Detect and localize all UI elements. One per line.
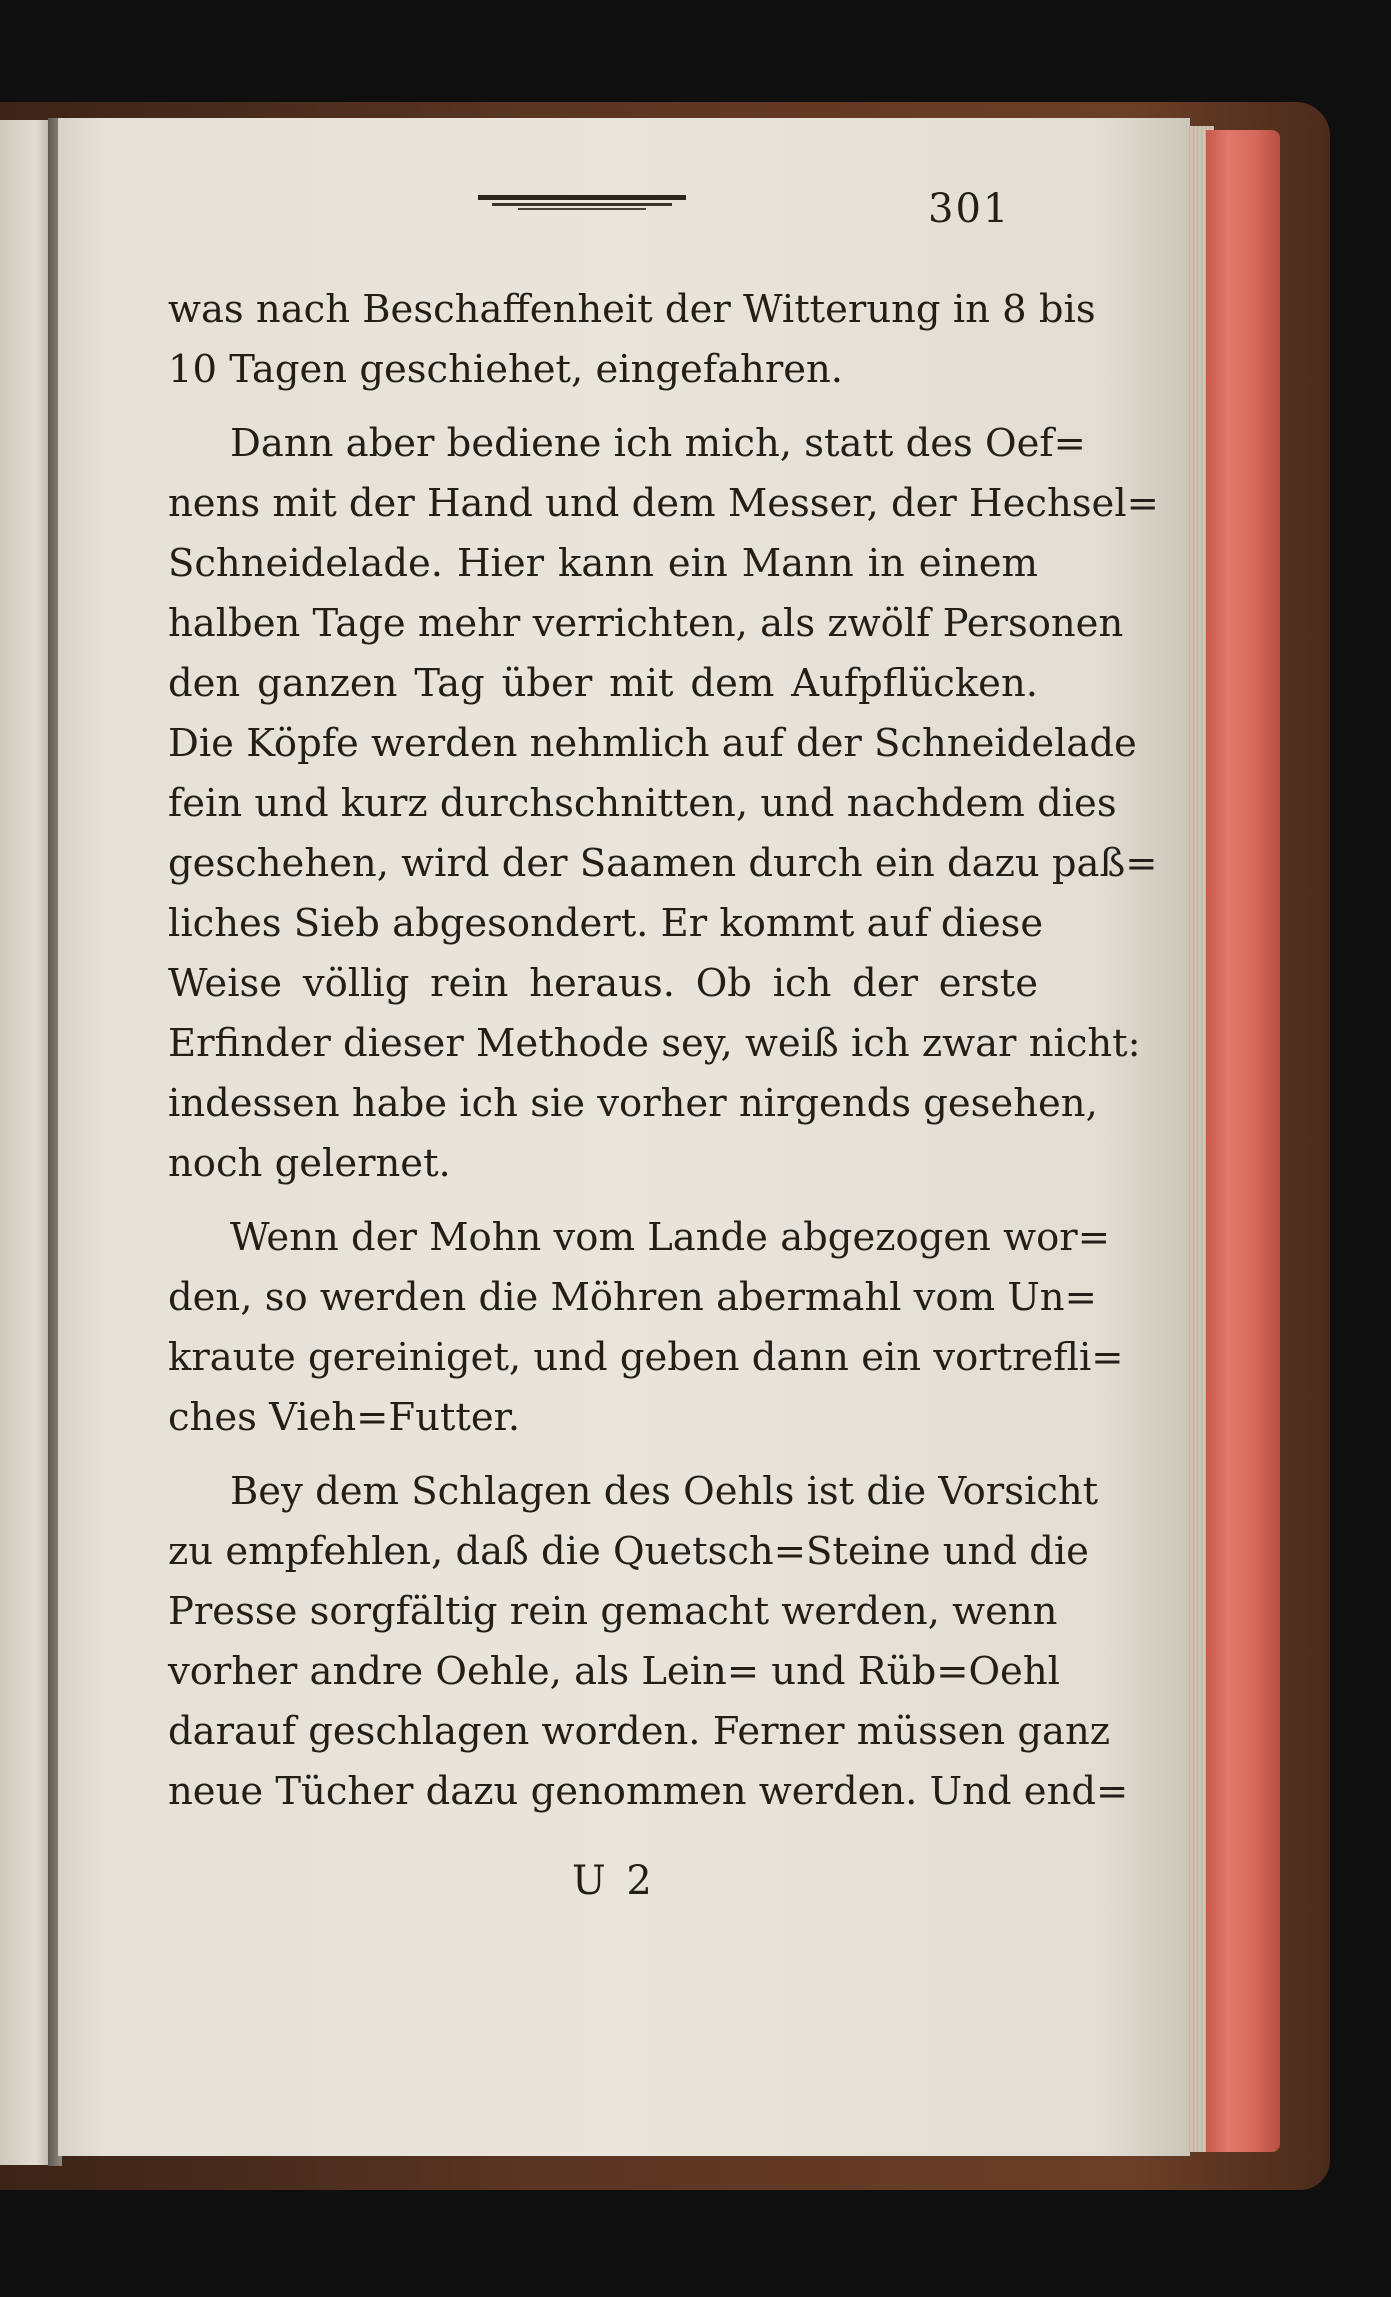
text-line: zu empfehlen, daß die Quetsch=Steine und die xyxy=(168,1529,1089,1574)
text-line: halben Tage mehr verrichten, als zwölf Personen xyxy=(168,601,1124,646)
text-line: Schneidelade. Hier kann ein Mann in einem xyxy=(168,541,1038,586)
text-line: fein und kurz durchschnitten, und nachdem dies xyxy=(168,781,1117,826)
text-line: indessen habe ich sie vorher nirgends gesehen, xyxy=(168,1081,1098,1126)
text-line: was nach Beschaffenheit der Witterung in 8 bis xyxy=(168,287,1096,332)
page-number: 301 xyxy=(928,186,1011,232)
body-text xyxy=(168,280,1159,1822)
text-line: geschehen, wird der Saamen durch ein dazu paß= xyxy=(168,841,1158,886)
text-line: Presse sorgfältig rein gemacht werden, wenn xyxy=(168,1589,1058,1634)
text-line: Erfinder dieser Methode sey, weiß ich zwar nicht: xyxy=(168,1021,1141,1066)
text-line: darauf geschlagen worden. Ferner müssen ganz xyxy=(168,1709,1111,1754)
paragraph xyxy=(168,1462,1129,1822)
text-line: Bey dem Schlagen des Oehls ist die Vorsicht xyxy=(230,1469,1099,1514)
text-line: noch gelernet. xyxy=(168,1141,451,1186)
red-page-edge xyxy=(1206,130,1280,2152)
paragraph xyxy=(168,1208,1124,1448)
text-line: neue Tücher dazu genommen werden. Und end= xyxy=(168,1769,1129,1814)
text-line: Dann aber bediene ich mich, statt des Oef= xyxy=(230,421,1086,466)
paragraph xyxy=(168,414,1159,1194)
text-line: 10 Tagen geschiehet, eingefahren. xyxy=(168,347,844,392)
text-line: Wenn der Mohn vom Lande abgezogen wor= xyxy=(230,1215,1110,1260)
text-line: Die Köpfe werden nehmlich auf der Schneidelade xyxy=(168,721,1137,766)
signature-mark: U 2 xyxy=(572,1858,656,1904)
text-line: vorher andre Oehle, als Lein= und Rüb=Oehl xyxy=(168,1649,1060,1694)
text-line: liches Sieb abgesondert. Er kommt auf diese xyxy=(168,901,1044,946)
text-line: den, so werden die Möhren abermahl vom Un= xyxy=(168,1275,1097,1320)
left-page-edge xyxy=(0,120,52,2165)
text-line: Weise völlig rein heraus. Ob ich der erste xyxy=(168,961,1038,1006)
text-line: ches Vieh=Futter. xyxy=(168,1395,521,1440)
text-line: den ganzen Tag über mit dem Aufpflücken. xyxy=(168,661,1038,706)
text-line: nens mit der Hand und dem Messer, der Hechsel= xyxy=(168,481,1159,526)
text-line: kraute gereiniget, und geben dann ein vortrefli= xyxy=(168,1335,1124,1380)
header-ornament-rule xyxy=(478,192,686,212)
paragraph xyxy=(168,280,1096,400)
